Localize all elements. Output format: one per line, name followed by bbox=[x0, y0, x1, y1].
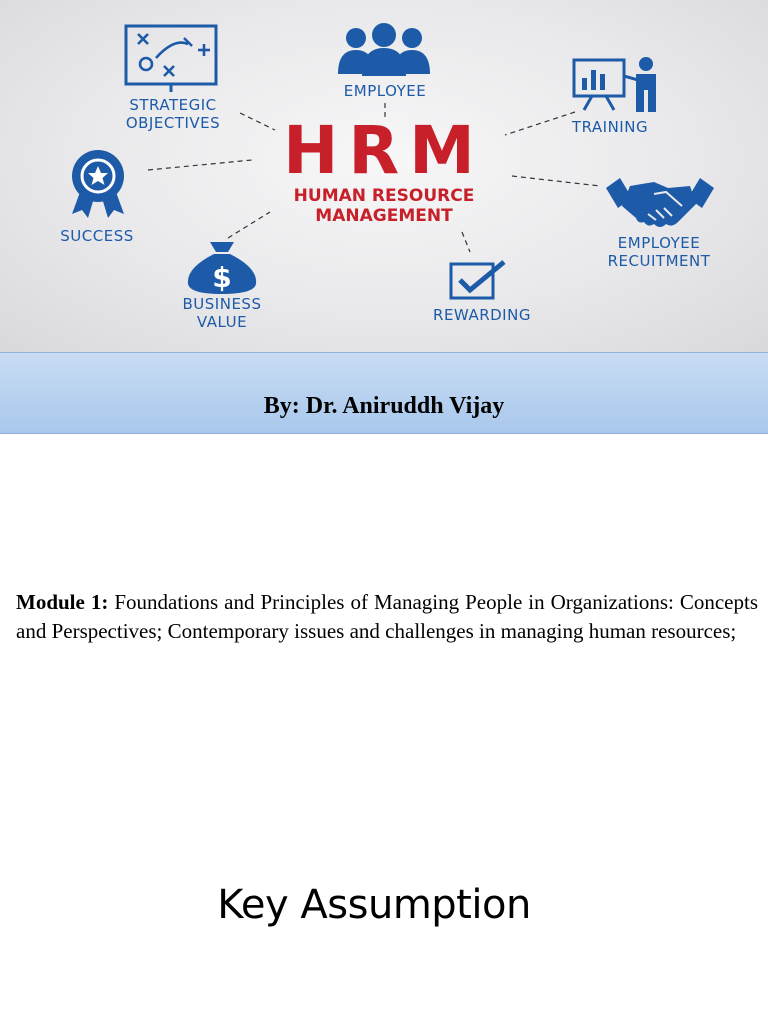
hrm-subtitle-line1: HUMAN RESOURCE bbox=[293, 186, 475, 206]
strategy-board-icon bbox=[122, 22, 220, 94]
hrm-subtitle-line2: MANAGEMENT bbox=[315, 206, 453, 226]
training-label: TRAINING bbox=[571, 118, 649, 136]
module-label: Module 1: bbox=[16, 590, 109, 614]
recruitment-line1: EMPLOYEE bbox=[617, 234, 701, 252]
employee-group-icon bbox=[334, 22, 434, 78]
handshake-icon bbox=[604, 174, 716, 232]
hrm-title: HRM bbox=[283, 112, 485, 189]
money-bag-icon bbox=[180, 238, 264, 294]
rewarding-label: REWARDING bbox=[433, 306, 531, 324]
success-label: SUCCESS bbox=[60, 227, 134, 245]
author-credit: By: Dr. Aniruddh Vijay bbox=[263, 393, 505, 419]
hrm-banner bbox=[0, 0, 768, 352]
module-description bbox=[16, 588, 758, 646]
checkbox-tick-icon bbox=[448, 258, 508, 302]
success-badge-icon bbox=[62, 148, 134, 220]
module-text: Foundations and Principles of Managing People in Organizations: Concepts and Perspectives; Contemporary issues and challenges in managing human resources; bbox=[16, 590, 758, 643]
strategic-objectives-label bbox=[108, 96, 238, 132]
key-assumption-heading: Key Assumption bbox=[217, 882, 531, 928]
employee-label: EMPLOYEE bbox=[343, 82, 427, 100]
svg-text:$: $ bbox=[212, 261, 232, 294]
recruitment-line2: RECUITMENT bbox=[607, 252, 711, 270]
employee-recruitment-label bbox=[586, 234, 732, 270]
business-value-label bbox=[160, 295, 284, 331]
training-presentation-icon bbox=[570, 54, 662, 114]
business-line2: VALUE bbox=[196, 313, 248, 331]
strategic-line1: STRATEGIC bbox=[129, 96, 217, 114]
strategic-line2: OBJECTIVES bbox=[125, 114, 221, 132]
business-line1: BUSINESS bbox=[182, 295, 262, 313]
